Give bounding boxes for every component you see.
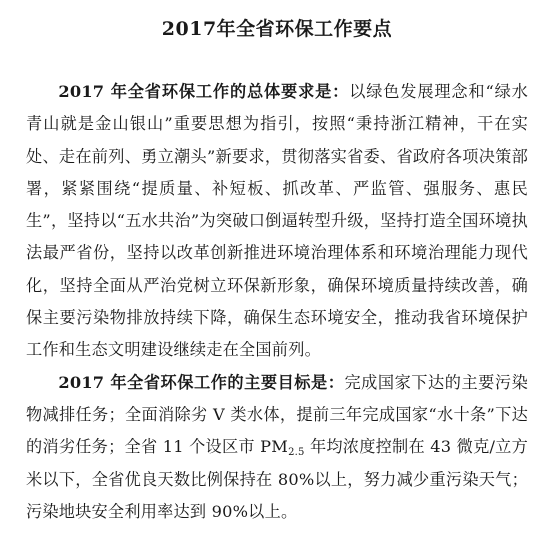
- paragraph-main-targets: [26, 367, 528, 528]
- document-title: 2017年全省环保工作要点: [161, 18, 393, 40]
- paragraph-lead-targets: 2017 年全省环保工作的主要目标是：: [58, 372, 345, 392]
- paragraph-body-targets-b: 年均浓度控制在 43 微克/立方米以下，全省优良天数比例保持在 80%以上，努力减少重污染天气；污染地块安全利用率达到 90%以上。: [26, 437, 528, 521]
- paragraph-body-overall: 以绿色发展理念和“绿水青山就是金山银山”重要思想为指引，按照“秉持浙江精神，干在实处、走在前列、勇立潮头”新要求，贯彻落实省委、省政府各项决策部署，紧紧围绕“提质量、补短板、抓改革、严监管、强服务、惠民生”，坚持以“五水共治”为突破口倒逼转型升级，坚持打造全国环境执法最严省份，坚持以改革创新推进环境治理体系和环境治理能力现代化，坚持全面从严治党树立环保新形象，确保环境质量持续改善，确保主要污染物排放持续下降，确保生态环境安全，推动我省环境保护工作和生态文明建设继续走在全国前列。: [26, 82, 528, 360]
- paragraph-overall-requirements: [26, 76, 528, 367]
- paragraph-body-targets-a: 完成国家下达的主要污染物减排任务；全面消除劣 V 类水体，提前三年完成国家“水十条”下达的消劣任务；全省 11 个设区市 PM: [26, 372, 528, 457]
- paragraph-lead-overall: 2017 年全省环保工作的总体要求是：: [58, 82, 350, 101]
- pm-subscript: 2.5: [288, 447, 305, 459]
